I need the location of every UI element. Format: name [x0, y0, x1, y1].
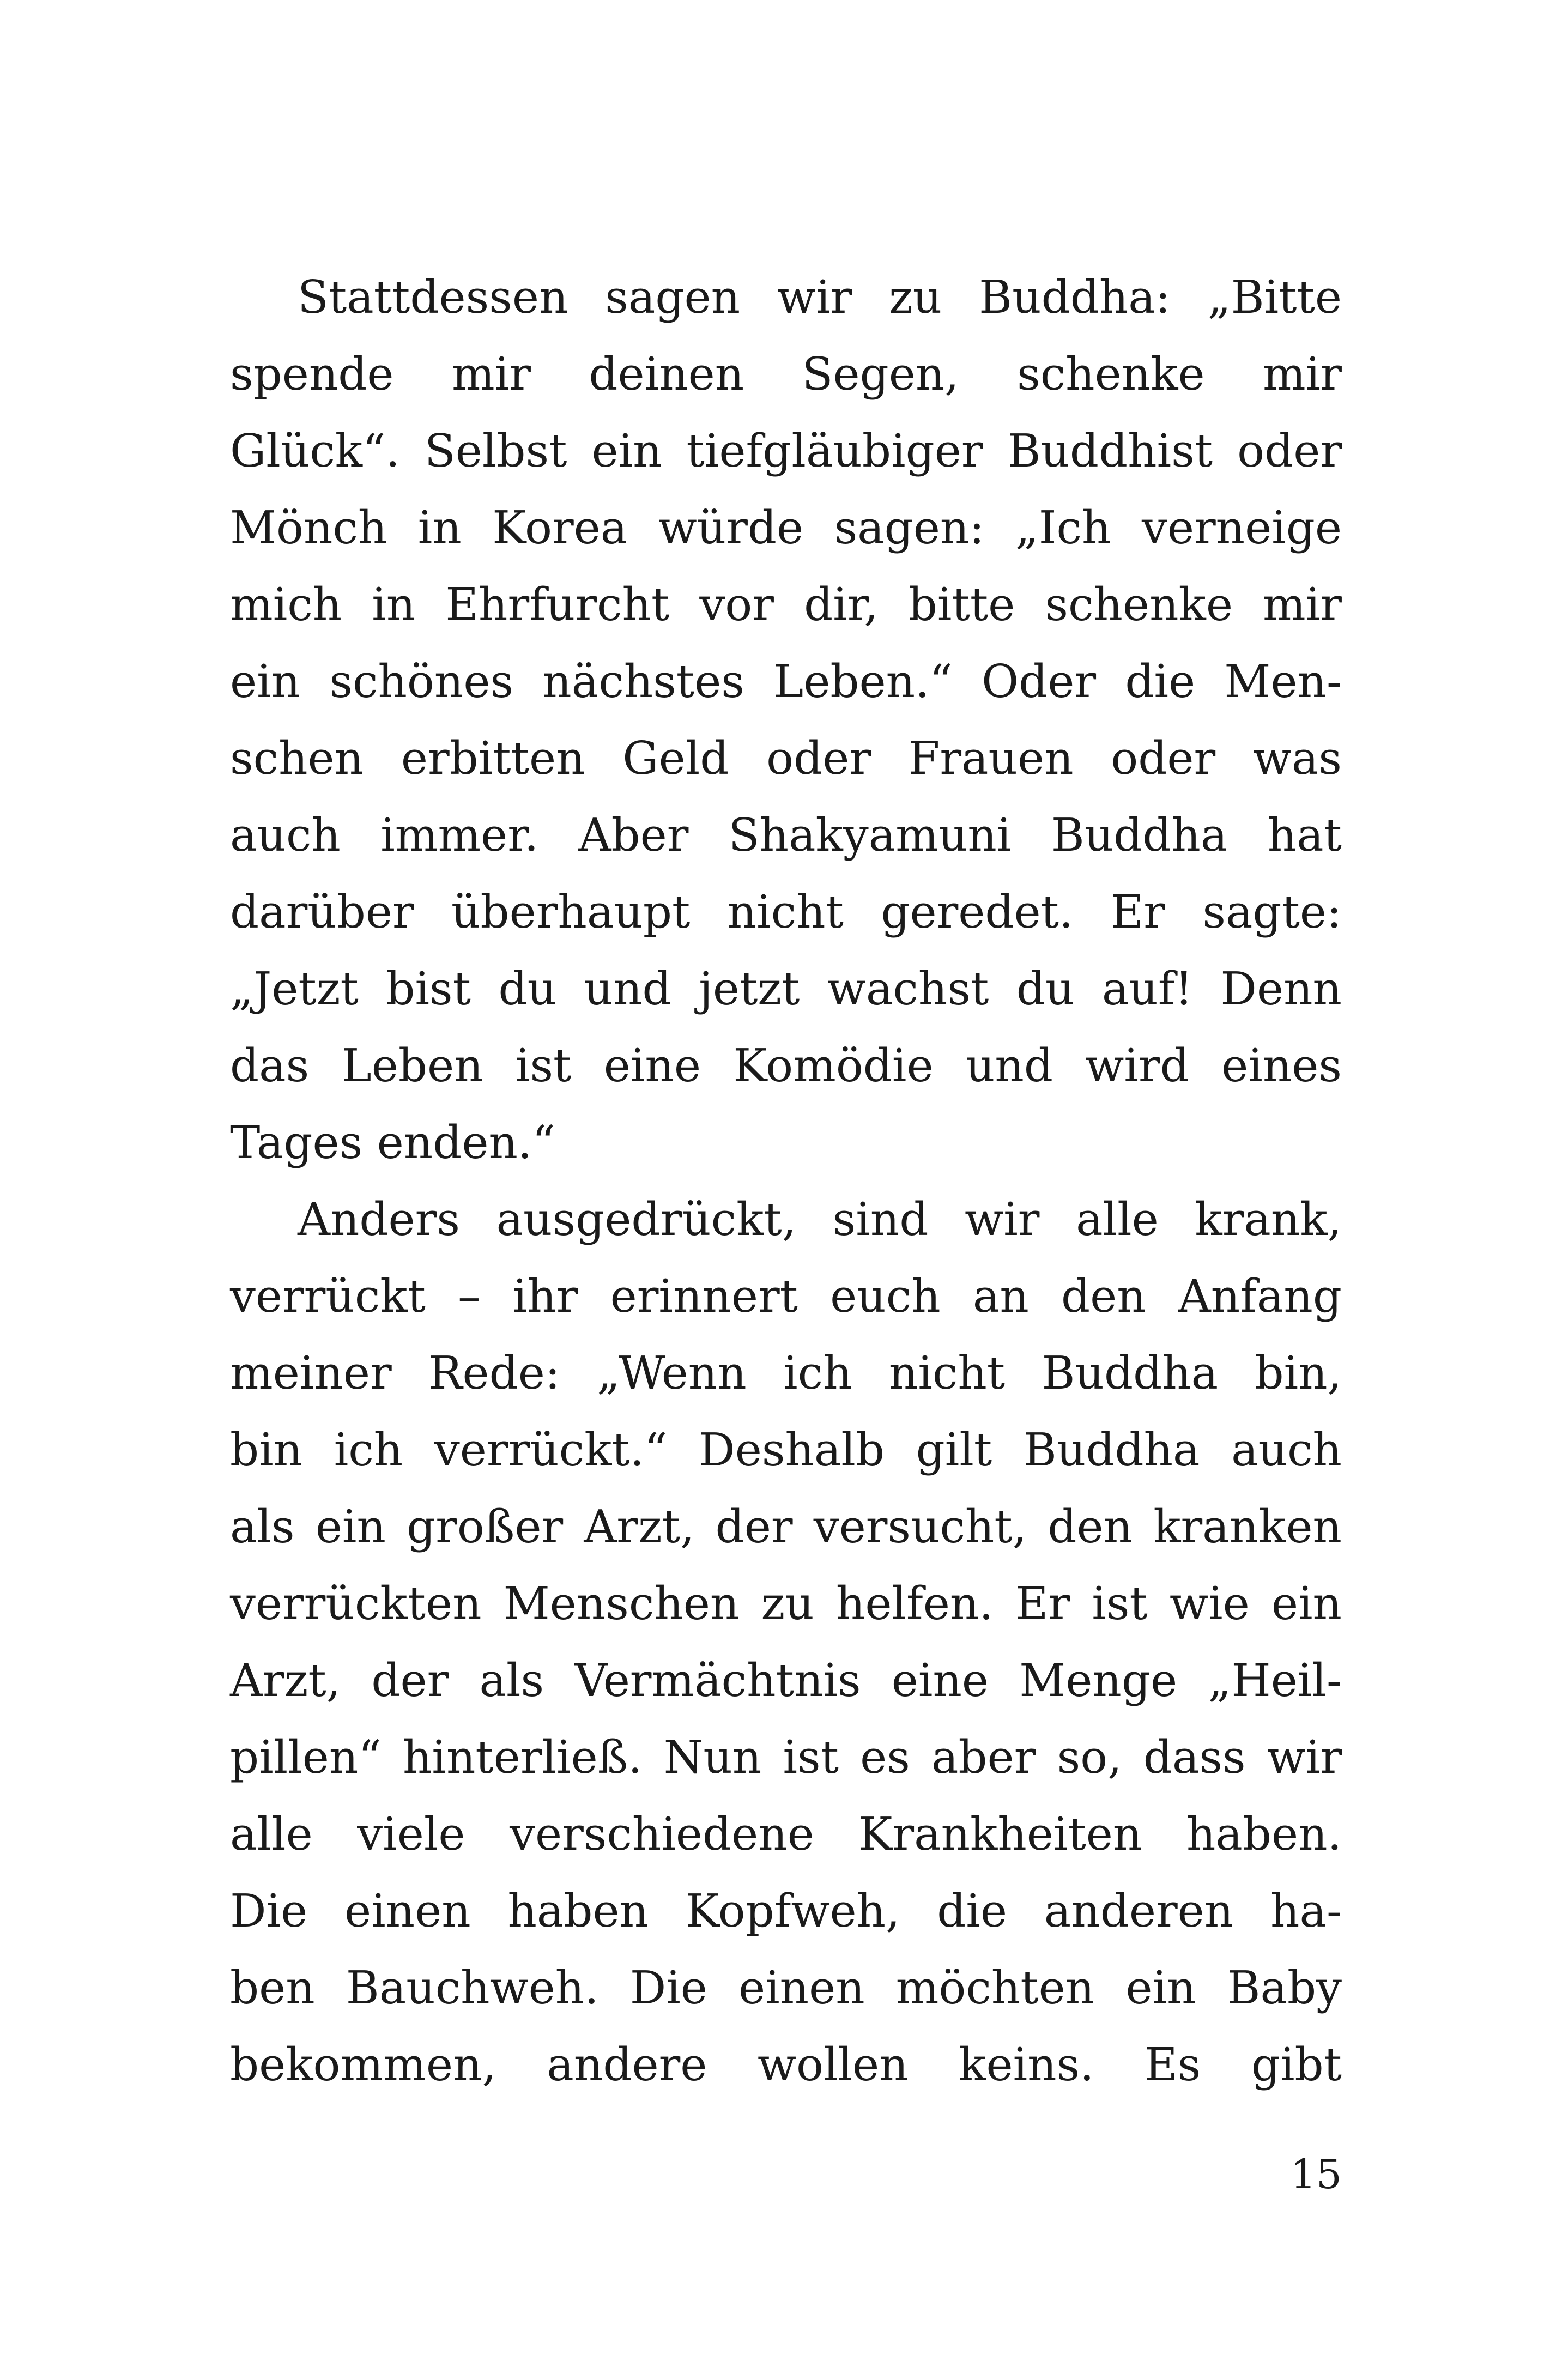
text-line: „Jetzt bist du und jetzt wachst du auf! Denn [230, 962, 1342, 1015]
text-line: bekommen, andere wollen keins. Es gibt [230, 2038, 1342, 2091]
text-line: das Leben ist eine Komödie und wird eines [230, 1039, 1342, 1092]
text-line: auch immer. Aber Shakyamuni Buddha hat [230, 809, 1342, 862]
text-line: Stattdessen sagen wir zu Buddha: „Bitte [298, 271, 1342, 324]
text-line: ben Bauchweh. Die einen möchten ein Baby [230, 1961, 1342, 2014]
text-line: pillen“ hinterließ. Nun ist es aber so, dass wir [230, 1731, 1342, 1784]
text-line: Arzt, der als Vermächtnis eine Menge „Heil- [230, 1654, 1342, 1707]
text-line: schen erbitten Geld oder Frauen oder was [230, 732, 1342, 785]
text-line: alle viele verschiedene Krankheiten haben. [230, 1808, 1342, 1861]
body-text [230, 259, 1342, 2103]
text-line: Die einen haben Kopfweh, die anderen ha- [230, 1885, 1342, 1937]
page-number: 15 [1290, 2151, 1342, 2198]
text-line: bin ich verrückt.“ Deshalb gilt Buddha auch [230, 1424, 1342, 1476]
text-line: Mönch in Korea würde sagen: „Ich verneige [230, 501, 1342, 554]
text-line: verrückten Menschen zu helfen. Er ist wie ein [230, 1577, 1342, 1630]
text-line: Tages enden.“ [230, 1116, 555, 1169]
text-line: als ein großer Arzt, der versucht, den kranken [230, 1500, 1342, 1553]
text-line: darüber überhaupt nicht geredet. Er sagte: [230, 886, 1342, 938]
text-line: spende mir deinen Segen, schenke mir [230, 348, 1342, 401]
text-line: Anders ausgedrückt, sind wir alle krank, [298, 1193, 1342, 1246]
text-line: ein schönes nächstes Leben.“ Oder die Men- [230, 655, 1342, 708]
text-line: mich in Ehrfurcht vor dir, bitte schenke mir [230, 578, 1342, 631]
text-line: verrückt – ihr erinnert euch an den Anfang [230, 1270, 1342, 1323]
text-line: Glück“. Selbst ein tiefgläubiger Buddhist oder [230, 425, 1342, 477]
text-line: meiner Rede: „Wenn ich nicht Buddha bin, [230, 1347, 1342, 1400]
